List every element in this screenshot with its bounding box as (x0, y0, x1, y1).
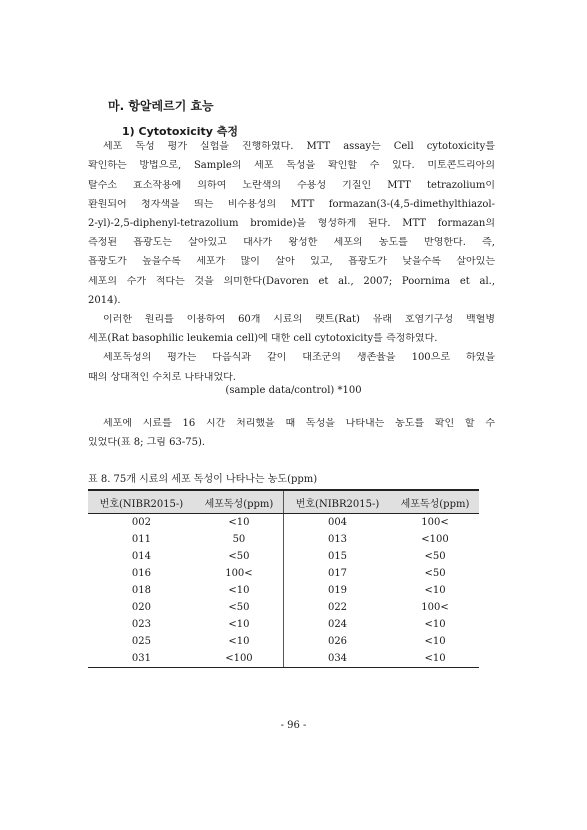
column-header: 번호(NIBR2015-) (283, 490, 391, 514)
table-cell: 031 (88, 650, 195, 668)
formula: (sample data/control) *100 (225, 385, 362, 396)
table-cell: <10 (228, 619, 250, 630)
body-line: 세포의 수가 적다는 것을 의미한다(Davoren et al., 2007; Poornima et al., (88, 276, 495, 287)
body-line: 측정된 흡광도는 살아있고 대사가 왕성한 세포의 농도를 반영한다. 즉, (88, 237, 495, 248)
table-cell: <10 (228, 585, 250, 596)
table-cell: <10 (228, 636, 250, 647)
cytotoxicity-table (88, 489, 479, 668)
body-line: 2-yl)-2,5-diphenyl-tetrazolium bromide)을 형성하게 된다. MTT formazan의 (88, 218, 495, 229)
column-header: 세포독성(ppm) (391, 490, 479, 514)
body-line: 이러한 원리를 이용하여 60개 시료의 랫트(Rat) 유래 호염기구성 백혈병 (103, 314, 495, 325)
body-line: 때의 상대적인 수치로 나타내었다. (88, 372, 236, 383)
table-cell: 100< (421, 517, 449, 528)
table-cell: <10 (424, 636, 446, 647)
table-row (88, 514, 479, 532)
table-cell: 50 (232, 534, 246, 545)
section-heading: 마. 항알레르기 효능 (108, 99, 214, 113)
table-cell: 100< (225, 568, 253, 579)
column-header: 번호(NIBR2015-) (88, 490, 195, 514)
table-row (88, 531, 479, 548)
body-line: 세포 독성 평가 실험을 진행하였다. MTT assay는 Cell cytotoxicity를 (103, 141, 495, 152)
table-cell: 013 (283, 531, 391, 548)
table-cell: 017 (283, 565, 391, 582)
table-row (88, 548, 479, 565)
table-cell: <10 (228, 517, 250, 528)
table-cell: <100 (195, 650, 284, 668)
body-line: 있었다(표 8; 그림 63-75). (88, 437, 206, 448)
table-cell: 026 (283, 633, 391, 650)
body-line: 탈수소 효소작용에 의하여 노란색의 수용성 기질인 MTT tetrazolium이 (88, 180, 495, 191)
table-cell: 034 (283, 650, 391, 668)
page-number: - 96 - (280, 720, 307, 731)
body-line: 흡광도가 높을수록 세포가 많이 살아 있고, 흡광도가 낮을수록 살아있는 (88, 256, 495, 267)
table-cell: <100 (421, 534, 449, 545)
body-line: 2014). (88, 295, 121, 306)
table-row (88, 599, 479, 616)
table-cell: 004 (283, 514, 391, 532)
table-cell: 016 (131, 568, 151, 579)
table-cell: 015 (283, 548, 391, 565)
body-line: 세포에 시료를 16 시간 처리했을 때 독성을 나타내는 농도를 확인 할 수 (103, 418, 495, 429)
table-row (88, 650, 479, 668)
table-cell: 022 (283, 599, 391, 616)
table-cell: <50 (424, 568, 446, 579)
table-row (88, 616, 479, 633)
table-cell: <10 (424, 585, 446, 596)
column-header: 세포독성(ppm) (195, 490, 284, 514)
table-cell: 024 (283, 616, 391, 633)
subsection-heading: 1) Cytotoxicity 측정 (122, 125, 239, 138)
table-cell: 023 (131, 619, 151, 630)
table-cell: 100< (421, 602, 449, 613)
table-row (88, 565, 479, 582)
table-cell: 025 (131, 636, 151, 647)
table-cell: <50 (424, 551, 446, 562)
table-cell: <50 (228, 551, 250, 562)
table-cell: <50 (228, 602, 250, 613)
table-cell: 019 (283, 582, 391, 599)
table-cell: 018 (131, 585, 151, 596)
body-line: 확인하는 방법으로, Sample의 세포 독성을 확인할 수 있다. 미토콘드리아의 (88, 160, 495, 171)
table-header-row (88, 490, 479, 514)
table-cell: 014 (131, 551, 151, 562)
body-line: 세포독성의 평가는 다음식과 같이 대조군의 생존율을 100으로 하였을 (103, 352, 495, 363)
table-caption: 표 8. 75개 시료의 세포 독성이 나타나는 농도(ppm) (88, 474, 318, 485)
table-cell: <10 (391, 650, 479, 668)
table-cell: <10 (424, 619, 446, 630)
table-row (88, 582, 479, 599)
body-line: 환원되어 청자색을 띄는 비수용성의 MTT formazan(3-(4,5-dimethylthiazol- (88, 199, 495, 210)
table-cell: 020 (131, 602, 151, 613)
table-cell: 002 (131, 517, 151, 528)
table-row (88, 633, 479, 650)
table-cell: 011 (131, 534, 151, 545)
body-line: 세포(Rat basophilic leukemia cell)에 대한 cell cytotoxicity를 측정하였다. (88, 333, 438, 344)
